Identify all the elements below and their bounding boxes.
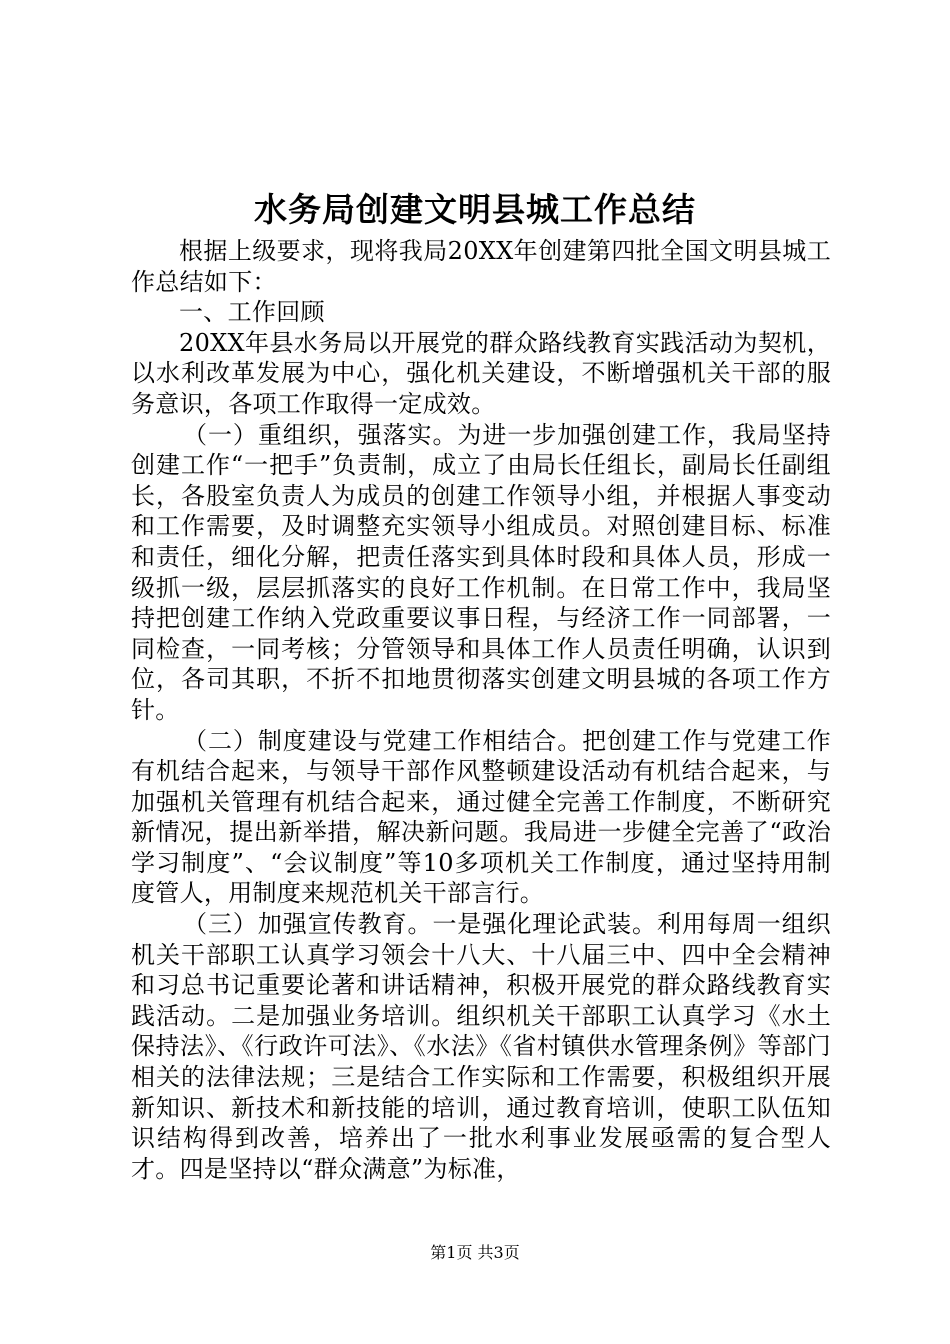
document-body (131, 236, 831, 1184)
page-number-footer: 第1页 共3页 (430, 1243, 520, 1262)
paragraph-organization: （一）重组织，强落实。为进一步加强创建工作，我局坚持创建工作“一把手”负责制，成立了由局长任组长，副局长任副组长，各股室负责人为成员的创建工作领导小组，并根据人事变动和工作需要，及时调整充实领导小组成员。对照创建目标、标准和责任，细化分解，把责任落实到具体时段和具体人员，形成一级抓一级，层层抓落实的良好工作机制。在日常工作中，我局坚持把创建工作纳入党政重要议事日程，与经济工作一同部署，一同检查，一同考核；分管领导和具体工作人员责任明确，认识到位，各司其职，不折不扣地贯彻落实创建文明县城的各项工作方针。 (131, 420, 831, 724)
paragraph-overview: 20XX年县水务局以开展党的群众路线教育实践活动为契机，以水利改革发展为中心，强化机关建设，不断增强机关干部的服务意识，各项工作取得一定成效。 (131, 328, 831, 418)
paragraph-education: （三）加强宣传教育。一是强化理论武装。利用每周一组织机关干部职工认真学习领会十八大、十八届三中、四中全会精神和习总书记重要论著和讲话精神，积极开展党的群众路线教育实践活动。二是加强业务培训。组织机关干部职工认真学习《水土保持法》、《行政许可法》、《水法》《省村镇供水管理条例》等部门相关的法律法规；三是结合工作实际和工作需要，积极组织开展新知识、新技术和新技能的培训，通过教育培训，使职工队伍知识结构得到改善，培养出了一批水利事业发展亟需的复合型人才。四是坚持以“群众满意”为标准， (131, 910, 831, 1183)
paragraph-intro: 根据上级要求，现将我局20XX年创建第四批全国文明县城工作总结如下： (131, 237, 831, 296)
document-title: 水务局创建文明县城工作总结 (254, 190, 696, 229)
section-heading-review: 一、工作回顾 (179, 298, 325, 327)
paragraph-system-building: （二）制度建设与党建工作相结合。把创建工作与党建工作有机结合起来，与领导干部作风整顿建设活动有机结合起来，与加强机关管理有机结合起来，通过健全完善工作制度，不断研究新情况，提出新举措，解决新问题。我局进一步健全完善了“政治学习制度”、“会议制度”等10多项机关工作制度，通过坚持用制度管人，用制度来规范机关干部言行。 (131, 726, 831, 908)
